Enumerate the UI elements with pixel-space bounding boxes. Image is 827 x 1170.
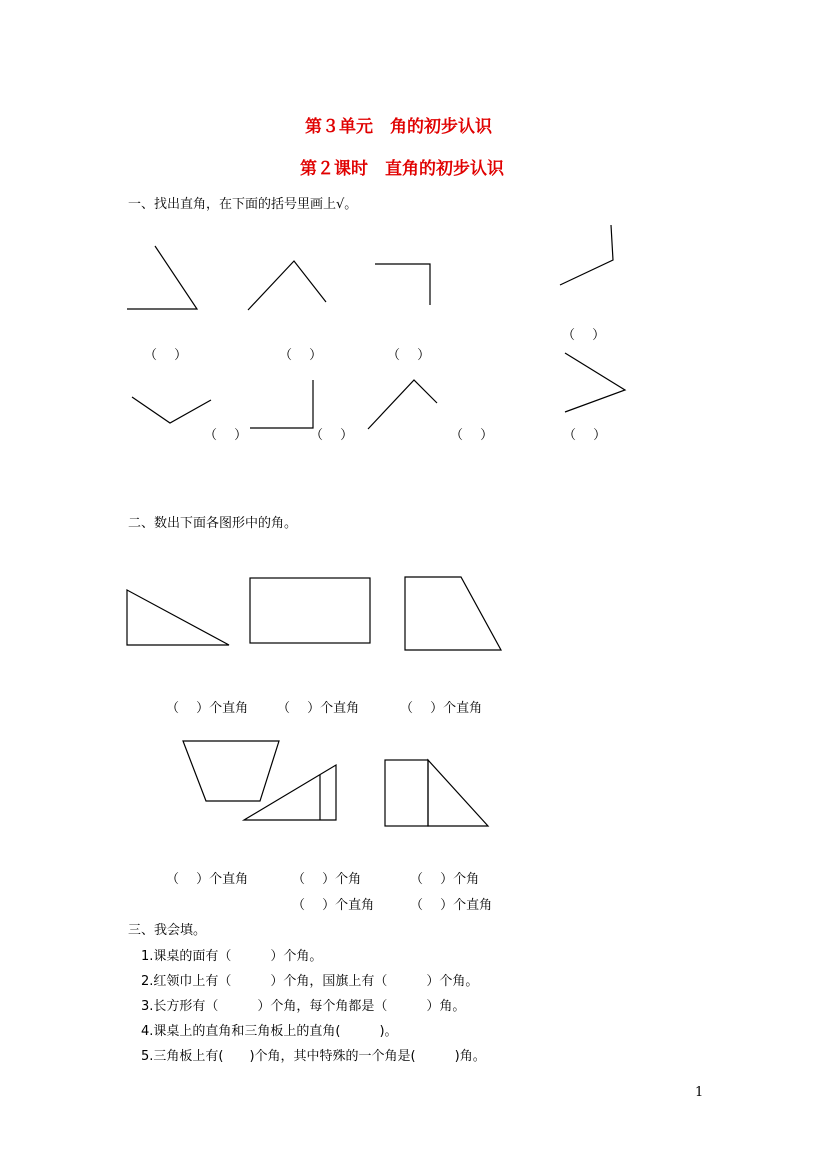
right-trapezoid-shape bbox=[405, 577, 501, 650]
count-answer-1[interactable]: （ ）个直角 bbox=[166, 701, 249, 716]
composite-triangle-shape bbox=[428, 760, 488, 826]
rectangle-shape bbox=[250, 578, 370, 643]
count-answer-3[interactable]: （ ）个直角 bbox=[400, 701, 483, 716]
angle-figure-7 bbox=[368, 380, 437, 429]
angle-figure-6 bbox=[250, 380, 313, 428]
answer-bracket-8[interactable]: （ ） bbox=[563, 428, 607, 443]
answer-bracket-3[interactable]: （ ） bbox=[387, 348, 431, 363]
answer-bracket-7[interactable]: （ ） bbox=[450, 428, 494, 443]
section1-heading: 一、找出直角，在下面的括号里画上√。 bbox=[128, 197, 358, 212]
fill-item-2[interactable]: 2.红领巾上有（ ）个角，国旗上有（ ）个角。 bbox=[141, 974, 479, 989]
answer-bracket-1[interactable]: （ ） bbox=[144, 348, 188, 363]
answer-bracket-4[interactable]: （ ） bbox=[562, 328, 606, 343]
trapezoid-shape bbox=[183, 741, 279, 801]
angle-figure-3 bbox=[375, 264, 430, 305]
section2-heading: 二、数出下面各图形中的角。 bbox=[128, 516, 298, 531]
answer-bracket-6[interactable]: （ ） bbox=[310, 428, 354, 443]
count-answer-6[interactable]: （ ）个角 bbox=[410, 872, 480, 887]
count-answer-5[interactable]: （ ）个角 bbox=[292, 872, 362, 887]
fill-item-1[interactable]: 1.课桌的面有（ ）个角。 bbox=[141, 949, 323, 964]
composite-rectangle-shape bbox=[385, 760, 428, 826]
answer-bracket-5[interactable]: （ ） bbox=[204, 428, 248, 443]
angle-figure-1 bbox=[127, 246, 197, 309]
count-answer-2[interactable]: （ ）个直角 bbox=[277, 701, 360, 716]
count-answer-4[interactable]: （ ）个直角 bbox=[166, 872, 249, 887]
count-answer-8[interactable]: （ ）个直角 bbox=[410, 898, 493, 913]
fill-item-5[interactable]: 5.三角板上有( )个角，其中特殊的一个角是( )角。 bbox=[141, 1049, 486, 1064]
section3-heading: 三、我会填。 bbox=[128, 923, 207, 938]
angle-figure-5 bbox=[132, 397, 211, 423]
fill-item-3[interactable]: 3.长方形有（ ）个角，每个角都是（ ）角。 bbox=[141, 999, 466, 1014]
page-number: 1 bbox=[695, 1085, 704, 1100]
count-answer-7[interactable]: （ ）个直角 bbox=[292, 898, 375, 913]
triangle-with-line-shape bbox=[244, 765, 336, 820]
angle-figure-2 bbox=[248, 261, 326, 310]
lesson-title: 第２课时 直角的初步认识 bbox=[300, 159, 504, 179]
angle-figure-4 bbox=[560, 225, 613, 285]
angle-figure-8 bbox=[565, 353, 625, 412]
fill-item-4[interactable]: 4.课桌上的直角和三角板上的直角( )。 bbox=[141, 1024, 398, 1039]
answer-bracket-2[interactable]: （ ） bbox=[279, 348, 323, 363]
unit-title: 第３单元 角的初步认识 bbox=[305, 117, 492, 137]
right-triangle-shape bbox=[127, 590, 229, 645]
